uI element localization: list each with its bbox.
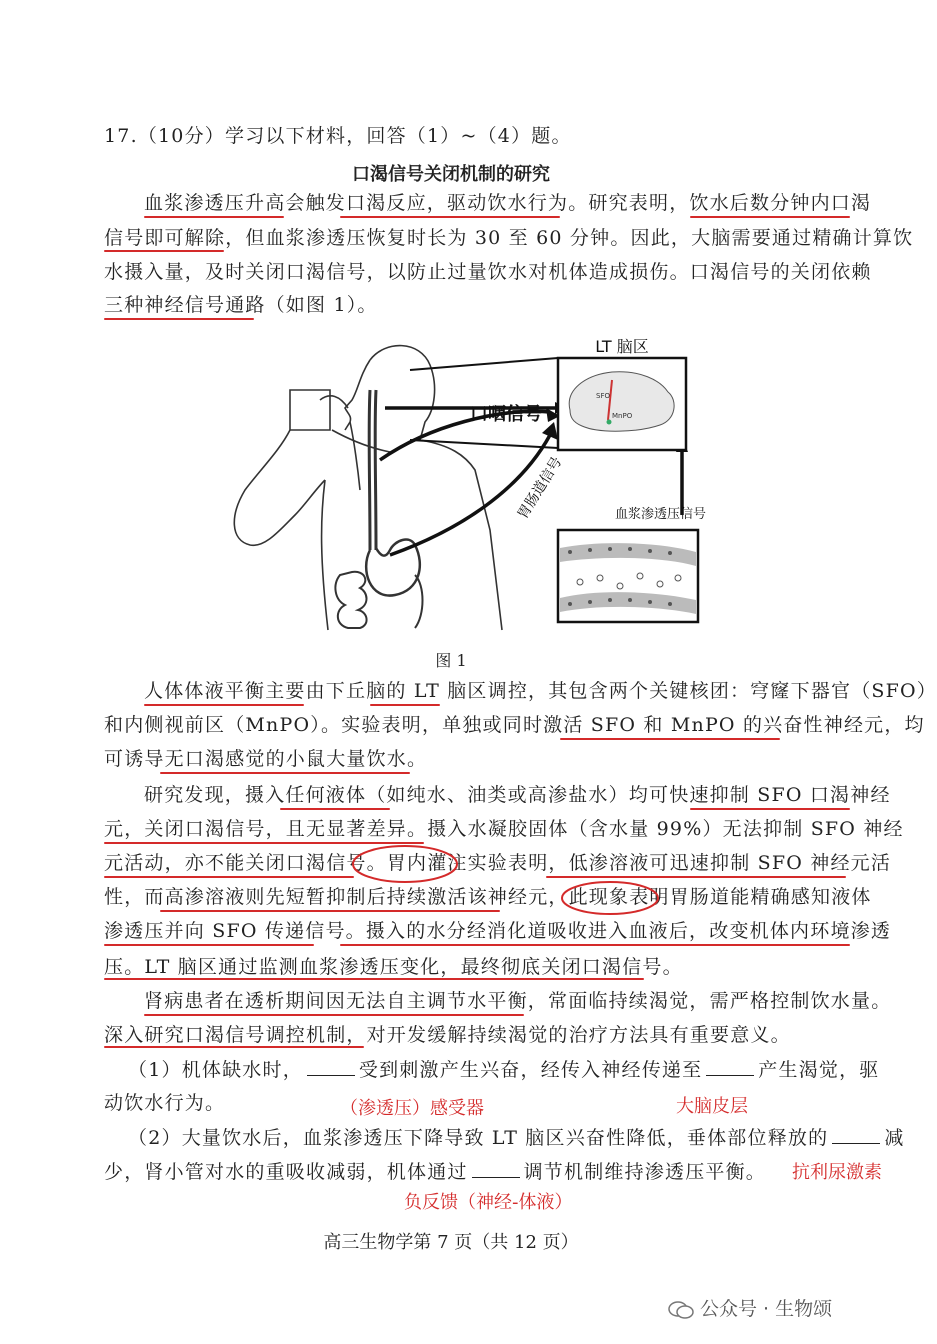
- q2-line1: （2）大量饮水后，血浆渗透压下降导致 LT 脑区兴奋性降低，垂体部位释放的 减: [128, 1127, 905, 1149]
- para3-line2: 元，关闭口渴信号，且无显著差异。摄入水凝胶固体（含水量 99%）无法抑制 SFO 神经: [104, 818, 904, 840]
- annotation-circle: [560, 878, 660, 918]
- q1-blank-2[interactable]: [706, 1060, 754, 1076]
- annotation-underline: [160, 772, 410, 774]
- annotation-underline: [144, 704, 304, 706]
- q2-answer-2: 负反馈（神经-体液）: [404, 1192, 573, 1213]
- para4-line1: 肾病患者在透析期间因无法自主调节水平衡，常面临持续渴觉，需严格控制饮水量。: [144, 990, 892, 1012]
- annotation-underline: [340, 216, 560, 218]
- annotation-underline: [104, 978, 644, 980]
- para4-line2: 深入研究口渴信号调控机制，对开发缓解持续渴觉的治疗方法具有重要意义。: [104, 1024, 791, 1046]
- annotation-underline: [690, 216, 850, 218]
- annotation-underline: [340, 944, 850, 946]
- para1-line4: 三种神经信号通路（如图 1）。: [104, 294, 378, 316]
- q2-answer-1: 抗利尿激素: [792, 1162, 882, 1183]
- annotation-underline: [560, 738, 780, 740]
- para3-line4: 性，而高渗溶液则先短暂抑制后持续激活该神经元，此现象表明胃肠道能精确感知液体: [104, 886, 872, 908]
- para2-line3: 可诱导无口渴感觉的小鼠大量饮水。: [104, 748, 428, 770]
- page-footer: 高三生物学第 7 页（共 12 页）: [323, 1232, 579, 1253]
- article-title: 口渴信号关闭机制的研究: [352, 164, 550, 185]
- para2-line2: 和内侧视前区（MnPO）。实验表明，单独或同时激活 SFO 和 MnPO 的兴奋性神经元，均: [104, 714, 925, 736]
- annotation-underline: [104, 318, 254, 320]
- annotation-underline: [144, 216, 284, 218]
- para3-line5: 渗透压并向 SFO 传递信号。摄入的水分经消化道吸收进入血液后，改变机体内环境渗透: [104, 920, 892, 942]
- para1-line1: 血浆渗透压升高会触发口渴反应，驱动饮水行为。研究表明，饮水后数分钟内口渴: [144, 192, 872, 214]
- plasma-osmotic-label: 血浆渗透压信号: [615, 507, 707, 522]
- para3-line6: 压。LT 脑区通过监测血浆渗透压变化，最终彻底关闭口渴信号。: [104, 956, 683, 978]
- q1-line1: （1）机体缺水时， 受到刺激产生兴奋，经传入神经传递至 产生渴觉，驱: [128, 1059, 880, 1081]
- annotation-underline: [104, 876, 354, 878]
- lt-region-label: LT 脑区: [595, 337, 649, 356]
- q1-line2: 动饮水行为。: [104, 1092, 226, 1114]
- figure-caption: 图 1: [435, 651, 467, 670]
- annotation-underline: [104, 1046, 364, 1048]
- q2-line2: 少，肾小管对水的重吸收减弱，机体通过 调节机制维持渗透压平衡。: [104, 1161, 767, 1183]
- annotation-underline: [280, 808, 390, 810]
- annotation-circle: [350, 842, 460, 886]
- annotation-underline: [144, 1014, 524, 1016]
- mnpo-marker: [607, 420, 612, 425]
- para2-line1: 人体体液平衡主要由下丘脑的 LT 脑区调控，其包含两个关键核团：穹窿下器官（SFO）: [144, 680, 937, 702]
- figure-1: [220, 330, 740, 640]
- sfo-label: SFO: [596, 392, 610, 400]
- q2-blank-1[interactable]: [832, 1128, 880, 1144]
- person-drinking-illustration: [234, 346, 502, 630]
- q1-answer-1: （渗透压）感受器: [340, 1098, 484, 1119]
- annotation-underline: [370, 704, 440, 706]
- wechat-icon: [668, 1300, 694, 1320]
- question-header: 17.（10分）学习以下材料，回答（1）~（4）题。: [104, 125, 572, 147]
- para3-line3: 元活动，亦不能关闭口渴信号。胃内灌注实验表明，低渗溶液可迅速抑制 SFO 神经元活: [104, 852, 892, 874]
- q1-blank-1[interactable]: [307, 1060, 355, 1076]
- q1-answer-2: 大脑皮层: [676, 1096, 748, 1117]
- para1-line3: 水摄入量，及时关闭口渴信号，以防止过量饮水对机体造成损伤。口渴信号的关闭依赖: [104, 261, 872, 283]
- q2-blank-2[interactable]: [472, 1162, 520, 1178]
- gi-tract-label: 胃肠道信号: [514, 454, 566, 523]
- annotation-underline: [160, 910, 500, 912]
- annotation-underline: [690, 808, 850, 810]
- para3-line1: 研究发现，摄入任何液体（如纯水、油类或高渗盐水）均可快速抑制 SFO 口渴神经: [144, 784, 891, 806]
- annotation-underline: [104, 944, 314, 946]
- oropharynx-label: 口咽信号: [470, 404, 542, 425]
- mnpo-label: MnPO: [612, 412, 633, 420]
- wechat-watermark: 公众号 · 生物颂: [668, 1294, 832, 1321]
- para1-line2: 信号即可解除，但血浆渗透压恢复时长为 30 至 60 分钟。因此，大脑需要通过精确计算饮: [104, 227, 914, 249]
- annotation-underline: [104, 250, 224, 252]
